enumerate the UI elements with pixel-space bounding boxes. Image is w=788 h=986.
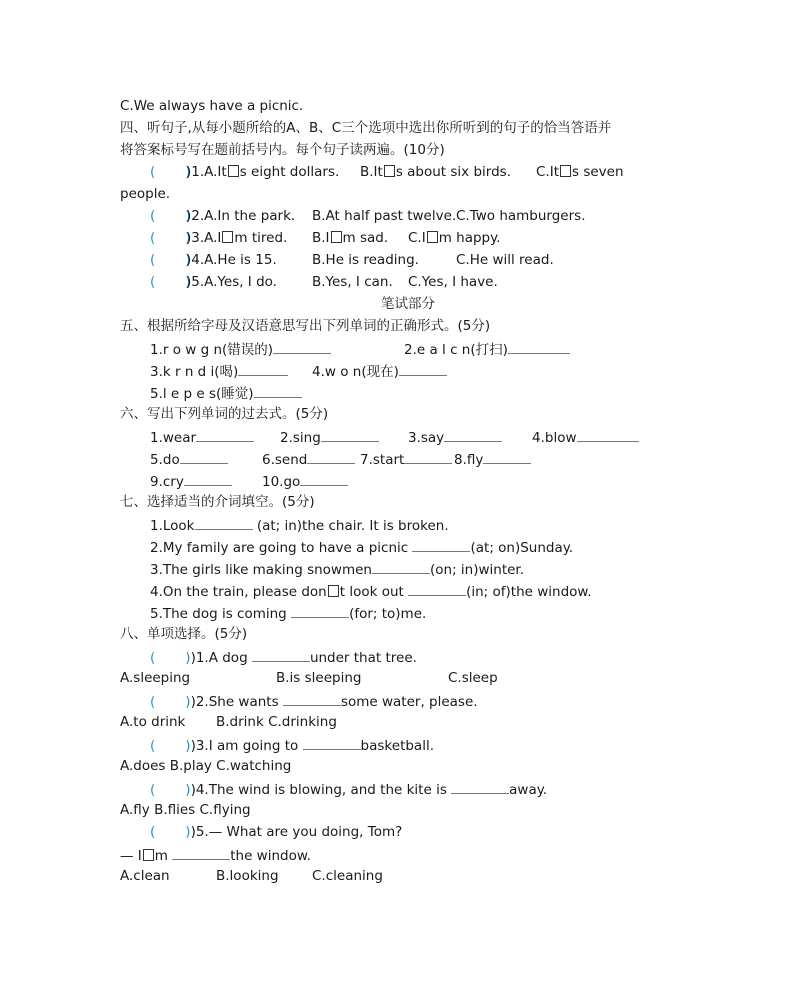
sentence-text: (on; in)winter.: [429, 562, 525, 578]
option-c-rest: m happy.: [438, 230, 501, 246]
s7-q5: [150, 602, 426, 622]
answer-blank[interactable]: [483, 448, 531, 464]
option-a: A.clean: [120, 868, 170, 884]
verb: 2.sing: [280, 430, 321, 446]
answer-blank[interactable]: [172, 844, 230, 860]
answer-blank[interactable]: [321, 426, 379, 442]
answer-bracket[interactable]: [150, 738, 191, 754]
answer-blank[interactable]: [451, 778, 509, 794]
option-b: B.is sleeping: [276, 670, 362, 686]
option-b: B.I: [312, 230, 330, 246]
word-clue: 3.k r n d i(喝): [150, 364, 239, 380]
missing-glyph-icon: [560, 165, 571, 177]
option-c-rest: s seven: [572, 164, 624, 180]
question-text: )2.She wants: [190, 694, 279, 710]
option-b: B.At half past twelve.: [312, 208, 457, 224]
word-clue: 4.w o n(现在): [312, 364, 399, 380]
s8-q5-answer: [120, 844, 311, 864]
missing-glyph-icon: [222, 231, 233, 243]
question-text: )3.I am going to: [190, 738, 299, 754]
s7-q1: [150, 514, 449, 534]
sentence-text: 4.On the train, please don: [150, 584, 327, 600]
missing-glyph-icon: [331, 231, 342, 243]
option-a: )4.A.He is 15.: [186, 252, 277, 268]
sentence-text: (in; of)the window.: [466, 584, 592, 600]
option-b: B.looking: [216, 868, 279, 884]
answer-bracket[interactable]: [150, 650, 191, 666]
answer-text: — I: [120, 848, 142, 864]
s4-q1-wrap: people.: [120, 186, 171, 202]
missing-glyph-icon: [427, 231, 438, 243]
question-text: )5.— What are you doing, Tom?: [190, 824, 403, 840]
answer-blank[interactable]: [577, 426, 639, 442]
s7-q4: [150, 580, 592, 600]
section-4-heading-cont: 将答案标号写在题前括号内。每个句子读两遍。(10分): [120, 142, 445, 158]
option-a: )5.A.Yes, I do.: [186, 274, 277, 290]
missing-glyph-icon: [143, 849, 154, 861]
verb: 7.start: [360, 452, 405, 468]
answer-blank[interactable]: [399, 360, 447, 376]
answer-blank[interactable]: [254, 382, 302, 398]
option-b: B.It: [360, 164, 383, 180]
option-b-rest: s about six birds.: [395, 164, 511, 180]
answer-blank[interactable]: [307, 448, 355, 464]
answer-blank[interactable]: [303, 734, 361, 750]
answer-blank[interactable]: [372, 558, 430, 574]
word-clue: 1.r o w g n(错误的): [150, 342, 274, 358]
option-c: C.Yes, I have.: [408, 274, 498, 290]
section-6-heading: 六、写出下列单词的过去式。(5分): [120, 406, 329, 422]
s8-q1: [150, 646, 417, 666]
verb: 8.fly: [454, 452, 484, 468]
question-text: )1.A dog: [190, 650, 248, 666]
sentence-text: 5.The dog is coming: [150, 606, 287, 622]
written-part-title: 笔试部分: [381, 296, 435, 312]
question-text: )4.The wind is blowing, and the kite is: [190, 782, 447, 798]
answer-blank[interactable]: [252, 646, 310, 662]
question-text: away.: [509, 782, 548, 798]
answer-text: m: [154, 848, 168, 864]
sentence-text: t look out: [339, 584, 404, 600]
option-a: )3.A.I: [186, 230, 222, 246]
option-c: C.sleep: [448, 670, 498, 686]
answer-bracket[interactable]: [150, 208, 191, 224]
answer-blank[interactable]: [273, 338, 331, 354]
option-a: )2.A.In the park.: [186, 208, 296, 224]
answer-blank[interactable]: [408, 580, 466, 596]
s8-q3: [150, 734, 434, 754]
answer-bracket[interactable]: [150, 694, 191, 710]
answer-bracket[interactable]: [150, 274, 191, 290]
answer-blank[interactable]: [283, 690, 341, 706]
section-4-heading: 四、听句子,从每小题所给的A、B、C三个选项中选出你所听到的句子的恰当答语并: [120, 120, 612, 136]
question-text: under that tree.: [309, 650, 417, 666]
answer-bracket[interactable]: [150, 782, 191, 798]
s8-q5: [150, 822, 402, 842]
verb: 10.go: [262, 474, 301, 490]
sentence-text: (at; on)Sunday.: [470, 540, 574, 556]
answer-blank[interactable]: [196, 426, 254, 442]
section-7-heading: 七、选择适当的介词填空。(5分): [120, 494, 315, 510]
sentence-text: 2.My family are going to have a picnic: [150, 540, 409, 556]
missing-glyph-icon: [228, 165, 239, 177]
option-a: A.sleeping: [120, 670, 191, 686]
answer-blank[interactable]: [444, 426, 502, 442]
answer-bracket[interactable]: [150, 824, 191, 840]
answer-blank[interactable]: [508, 338, 570, 354]
answer-blank[interactable]: [195, 514, 253, 530]
verb: 4.blow: [532, 430, 577, 446]
option-c: C.It: [536, 164, 559, 180]
section-5-heading: 五、根据所给字母及汉语意思写出下列单词的正确形式。(5分): [120, 318, 491, 334]
s7-q2: [150, 536, 573, 556]
option-b-rest: m sad.: [342, 230, 389, 246]
question-text: basketball.: [360, 738, 434, 754]
answer-bracket[interactable]: [150, 164, 191, 180]
option-a-rest: s eight dollars.: [239, 164, 340, 180]
answer-blank[interactable]: [180, 448, 228, 464]
option-c: C.He will read.: [456, 252, 554, 268]
verb: 6.send: [262, 452, 308, 468]
verb: 9.cry: [150, 474, 184, 490]
verb: 1.wear: [150, 430, 197, 446]
option-c: C.Two hamburgers.: [456, 208, 586, 224]
missing-glyph-icon: [384, 165, 395, 177]
answer-blank[interactable]: [291, 602, 349, 618]
answer-blank[interactable]: [404, 448, 452, 464]
s8-q4-options: A.fly B.flies C.flying: [120, 802, 251, 818]
option-a: A.to drink: [120, 714, 186, 730]
option-b: B.He is reading.: [312, 252, 419, 268]
answer-blank[interactable]: [300, 470, 348, 486]
question-text: some water, please.: [340, 694, 478, 710]
section-8-heading: 八、单项选择。(5分): [120, 626, 248, 642]
verb: 5.do: [150, 452, 180, 468]
verb: 3.say: [408, 430, 445, 446]
answer-blank[interactable]: [184, 470, 232, 486]
option-b-c: B.drink C.drinking: [216, 714, 337, 730]
option-c: C.cleaning: [312, 868, 383, 884]
word-clue: 2.e a l c n(打扫): [404, 342, 508, 358]
answer-bracket[interactable]: [150, 230, 191, 246]
answer-bracket[interactable]: [150, 252, 191, 268]
option-c: C.I: [408, 230, 426, 246]
option-a: )1.A.It: [186, 164, 227, 180]
missing-glyph-icon: [328, 585, 339, 597]
answer-text: the window.: [230, 848, 311, 864]
s7-q3: [150, 558, 524, 578]
option-b: B.Yes, I can.: [312, 274, 393, 290]
sentence-text: 3.The girls like making snowmen: [150, 562, 372, 578]
answer-blank[interactable]: [412, 536, 470, 552]
sentence-text: (for; to)me.: [349, 606, 427, 622]
sentence-text: (at; in)the chair. It is broken.: [256, 518, 449, 534]
option-line: C.We always have a picnic.: [120, 98, 304, 114]
s8-q3-options: A.does B.play C.watching: [120, 758, 292, 774]
s8-q2: [150, 690, 478, 710]
sentence-text: 1.Look: [150, 518, 195, 534]
option-a-rest: m tired.: [234, 230, 288, 246]
word-clue: 5.l e p e s(睡觉): [150, 386, 254, 402]
answer-blank[interactable]: [238, 360, 288, 376]
s8-q4: [150, 778, 547, 798]
